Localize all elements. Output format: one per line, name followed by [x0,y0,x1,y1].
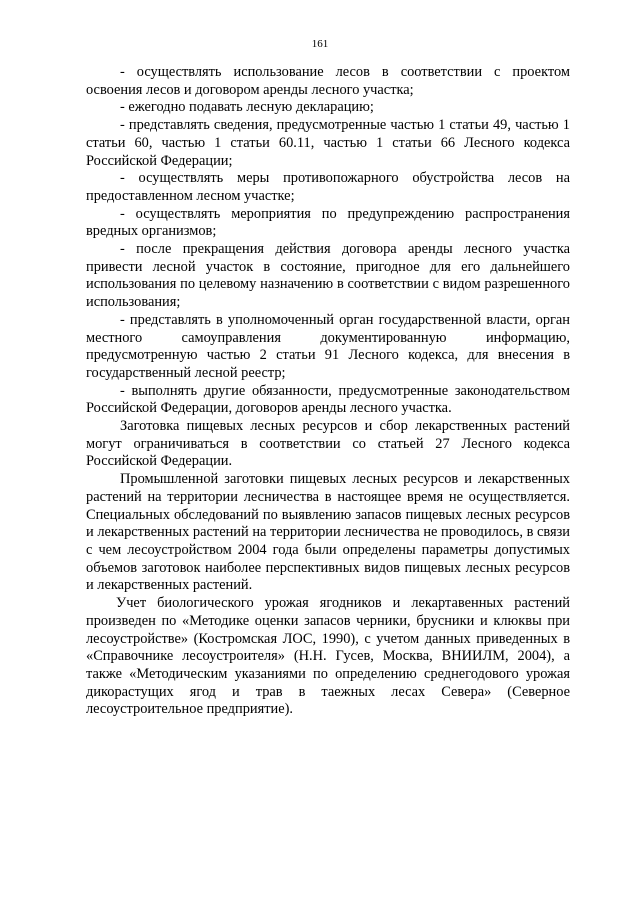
paragraph-obligation-pest-prevention: - осуществлять мероприятия по предупреждению распространения вредных организмов; [86,205,570,240]
paragraph-obligation-forest-use: - осуществлять использование лесов в соответствии с проектом освоения лесов и договором аренды лесного участка; [86,64,570,98]
paragraph-obligation-other-duties: - выполнять другие обязанности, предусмотренные законодательством Российской Федерации, договоров аренды лесного участка. [86,382,570,417]
paragraph-obligation-reporting: - представлять сведения, предусмотренные частью 1 статьи 49, частью 1 статьи 60, частью 1 статьи 60.11, частью 1 статьи 66 Лесного кодекса Российской Федерации; [86,117,570,169]
page-number: 161 [311,38,329,50]
document-body [86,64,570,719]
paragraph-yield-accounting: Учет биологического урожая ягодников и лекартавенных растений произведен по «Методике оценки запасов черники, брусники и клюквы при лесоустройстве» (Костромская ЛОС, 1990), с учетом данных приведенных в «Справочнике лесоустроителя» (Н.Н. Гусев, Москва, ВНИИЛМ, 2004), а также «Методическим указаниями по определению среднегодового урожая дикорастущих ягод и трав в таежных лесах Севера» (Северное лесоустроительное предприятие). [86,595,570,718]
paragraph-obligation-declaration: - ежегодно подавать лесную декларацию; [120,99,374,116]
paragraph-obligation-land-restoration: - после прекращения действия договора аренды лесного участка привести лесной участок в состояние, пригодное для его дальнейшего использования по целевому назначению в соответствии с видом разрешенного использования; [86,241,570,311]
paragraph-obligation-fire-safety: - осуществлять меры противопожарного обустройства лесов на предоставленном лесном участке; [86,170,570,204]
paragraph-industrial-harvest: Промышленной заготовки пищевых лесных ресурсов и лекарственных растений на территории лесничества в настоящее время не осуществляется. Специальных обследований по выявлению запасов пищевых лесных ресурсов и лекарственных растений на территории лесничества не проводилось, в связи с чем лесоустройством 2004 года были определены параметры допустимых объемов заготовок наиболее перспективных видов пищевых лесных ресурсов и лекарственных растений. [86,471,570,594]
paragraph-obligation-registry-info: - представлять в уполномоченный орган государственной власти, орган местного самоуправления документированную информацию, предусмотренную частью 2 статьи 91 Лесного кодекса, для внесения в государственный лесной реестр; [86,311,570,381]
paragraph-harvest-restrictions: Заготовка пищевых лесных ресурсов и сбор лекарственных растений могут ограничиваться в соответствии со статьей 27 Лесного кодекса Российской Федерации. [86,418,570,470]
